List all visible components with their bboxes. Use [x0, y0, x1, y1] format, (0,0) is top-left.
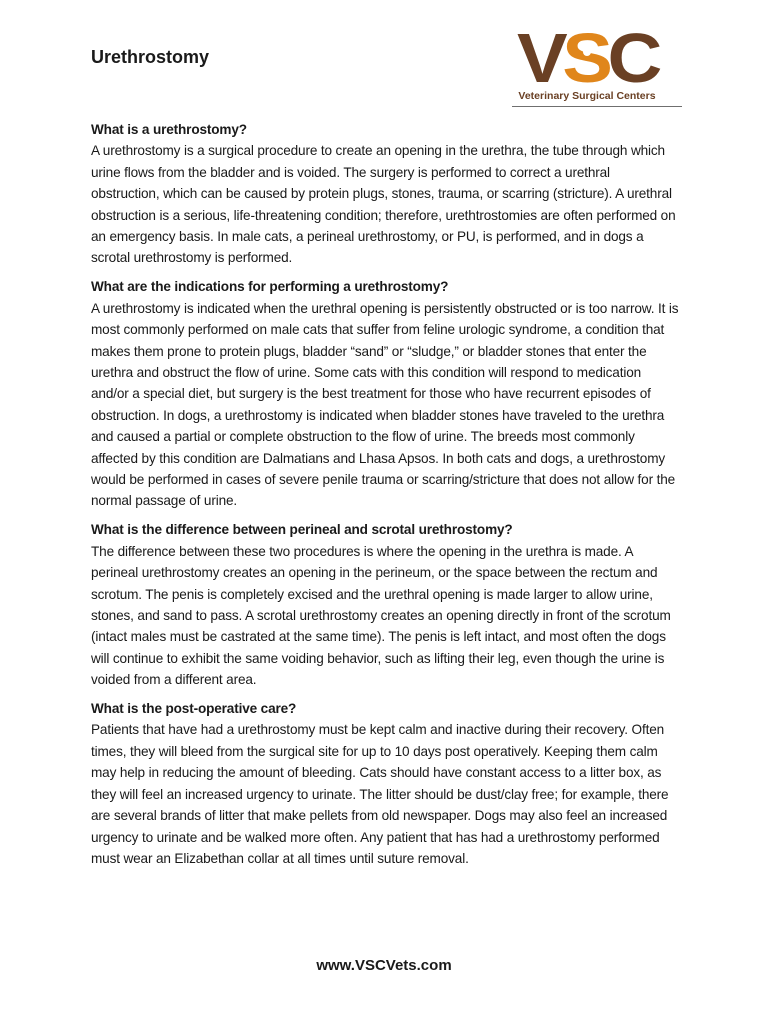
- footer-website-link[interactable]: www.VSCVets.com: [316, 957, 452, 974]
- section-post-op: [91, 698, 681, 869]
- section-what-is: [91, 119, 681, 269]
- header-divider: [512, 106, 682, 107]
- document-body: [91, 119, 681, 877]
- section-heading: What is the post-operative care?: [91, 701, 297, 717]
- logo-subtitle: Veterinary Surgical Centers: [518, 90, 656, 102]
- vsc-logo: [513, 26, 661, 108]
- section-body: The difference between these two procedures is where the opening in the urethra is made. A perineal urethrostomy creates an opening in the perineum, or the space between the rectum and scrotum. The penis is completely excised and the urethral opening is made larger to allow urine, stones, and sand to pass. A scrotal urethrostomy creates an opening directly in front of the scrotum (intact males must be castrated at the same time). The penis is left intact, and most often the dogs will continue to exhibit the same voiding behavior, such as lifting their leg, even though the urine is voided from a different area.: [91, 543, 671, 688]
- paw-icon: [583, 48, 591, 56]
- section-body: Patients that have had a urethrostomy must be kept calm and inactive during their recovery. Often times, they will bleed from the surgical site for up to 10 days post operatively. Keeping them calm may help in reducing the amount of bleeding. Cats should have constant access to a litter box, as they will feel an increased urgency to urinate. The litter should be dust/clay free; for example, there are several brands of litter that make pellets from old newspaper. Dogs may also feel an increased urgency to urinate and be walked more often. Any patient that has had a urethrostomy performed must wear an Elizabethan collar at all times until suture removal.: [91, 722, 669, 866]
- section-body: A urethrostomy is a surgical procedure to create an opening in the urethra, the tube through which urine flows from the bladder and is voided. The surgery is performed to correct a urethral obstruction, which can be caused by protein plugs, stones, trauma, or scarring (stricture). A urethral obstruction is a serious, life-threatening condition; therefore, urethtrostomies are often performed on an emergency basis. In male cats, a perineal urethrostomy, or PU, is performed, and in dogs a scrotal urethrostomy is performed.: [91, 143, 676, 266]
- svg-text:VSC: VSC: [517, 26, 654, 86]
- section-heading: What is a urethrostomy?: [91, 122, 247, 137]
- section-body: A urethrostomy is indicated when the urethral opening is persistently obstructed or is too narrow. It is most commonly performed on male cats that suffer from feline urologic syndrome, a condition that makes them prone to protein plugs, bladder “sand” or “sludge,” or bladder stones that enter the urethra and obstruct the flow of urine. Some cats with this condition will respond to medication and/or a special diet, but surgery is the best treatment for those who have recurrent episodes of obstruction. In dogs, a urethrostomy is indicated when bladder stones have traveled to the urethra and caused a partial or complete obstruction to the flow of urine. The breeds most commonly affected by this condition are Dalmatians and Lhasa Apsos. In both cats and dogs, a urethrostomy would be performed in cases of severe penile trauma or scarring/stricture that does not allow for the normal passage of urine.: [91, 300, 679, 509]
- section-heading: What is the difference between perineal and scrotal urethrostomy?: [91, 522, 513, 538]
- section-heading: What are the indications for performing a urethrostomy?: [91, 279, 449, 295]
- section-difference: [91, 519, 681, 690]
- vsc-logo-letters: [513, 26, 661, 86]
- page-title: Urethrostomy: [91, 47, 210, 67]
- section-indications: [91, 276, 681, 511]
